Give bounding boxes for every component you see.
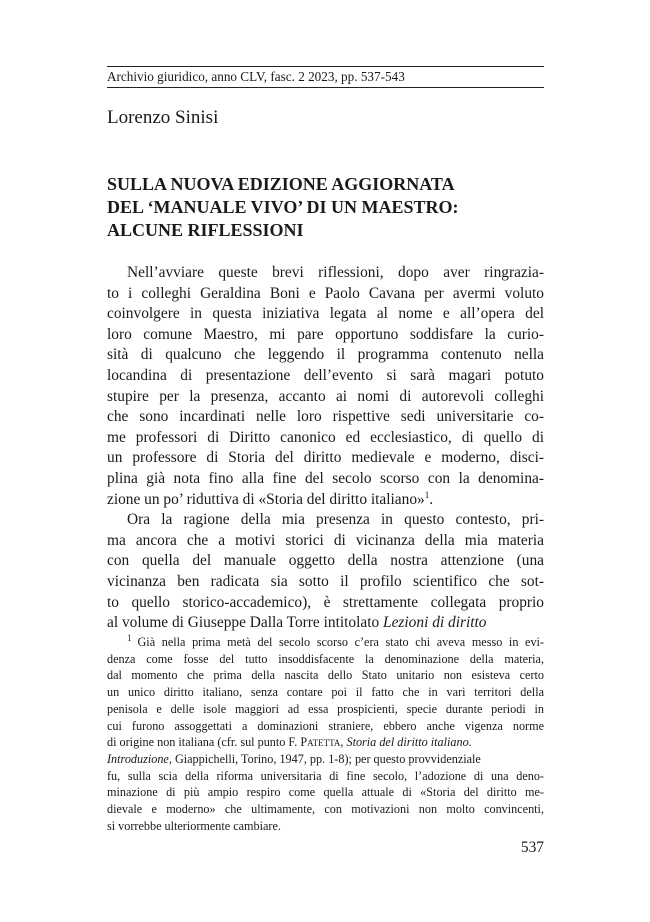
cited-title: Introduzione <box>107 751 169 766</box>
footnote-text-segment: di origine non italiana (cfr. sul punto F. <box>107 735 301 750</box>
running-head: Archivio giuridico, anno CLV, fasc. 2 2023, pp. 537-543 <box>107 69 405 84</box>
body-text-segment: . <box>429 490 434 508</box>
footnote-number: 1 <box>127 632 132 643</box>
footnote-text-segment: Già nella prima metà del secolo scorso c’era stato chi aveva messo in evi- <box>137 635 544 649</box>
footnote-line <box>107 634 544 651</box>
body-line: to quello storico-accademico), è strettamente collegata proprio <box>107 593 544 611</box>
body-line: loro comune Maestro, mi pare opportuno soddisfare la curio- <box>107 325 544 343</box>
body-line: ma ancora che a motivi storici di vicinanza della mia materia <box>107 531 544 549</box>
body-line: locandina di presentazione dell’evento si sarà magari potuto <box>107 366 544 384</box>
body-text <box>107 263 544 634</box>
body-line: me professori di Diritto canonico ed ecclesiastico, di quello di <box>107 428 544 446</box>
body-line: vicinanza ben radicata sia sotto il profilo scientifico che sot- <box>107 572 544 590</box>
cited-author: Patetta <box>300 735 341 750</box>
footnote-text-segment: , <box>340 735 347 750</box>
article-title <box>107 173 544 242</box>
body-line <box>107 490 544 511</box>
footnote-line <box>107 734 544 751</box>
header-rule-bottom <box>107 87 544 88</box>
body-line: che sono incardinati nelle loro rispettive sedi universitarie co- <box>107 408 544 426</box>
body-line: un professore di Storia del diritto medievale e moderno, disci- <box>107 449 544 467</box>
footnote-line: si vorrebbe ulteriormente cambiare. <box>107 818 281 833</box>
footnote-line: denza come fosse del tutto insoddisfacente la denominazione della materia, <box>107 651 544 666</box>
body-text-segment: zione un po’ riduttiva di «Storia del diritto italiano» <box>107 490 425 508</box>
footnote-text-segment: , Giappichelli, Torino, 1947, pp. 1-8); per questo provvidenziale <box>168 751 481 766</box>
footnote-line <box>107 751 544 768</box>
footnote-line: minazione di più ampio respiro come quella attuale di «Storia del diritto me- <box>107 785 544 800</box>
body-line: to i colleghi Geraldina Boni e Paolo Cavana per avermi voluto <box>107 284 544 302</box>
footnote-line: cui furono assoggettati a dominazioni straniere, ebbero anche vigenza norme <box>107 718 544 733</box>
footnote-line: fu, sulla scia della riforma universitaria di fine secolo, l’adozione di una deno- <box>107 768 544 783</box>
body-line <box>107 613 544 634</box>
footnote-line: dievale e moderno» che ultimamente, con motivazioni non molto convincenti, <box>107 802 544 817</box>
title-line: SULLA NUOVA EDIZIONE AGGIORNATA <box>107 174 455 194</box>
body-line: con quella del manuale oggetto della nostra attenzione (una <box>107 552 544 570</box>
footnote-line: dal momento che prima della nascita dello Stato unitario non esisteva certo <box>107 668 544 683</box>
body-line: Ora la ragione della mia presenza in questo contesto, pri- <box>127 511 544 529</box>
footnote-line: penisola e delle isole maggiori ad essa prospicienti, specie durante periodi in <box>107 701 544 716</box>
title-line: ALCUNE RIFLESSIONI <box>107 220 304 240</box>
page <box>107 0 544 922</box>
body-line: coinvolgere in questa iniziativa legata al nome e all’opera del <box>107 305 544 323</box>
book-title: Lezioni di diritto <box>383 614 487 632</box>
page-number: 537 <box>520 839 544 856</box>
cited-title: Storia del diritto italiano. <box>346 735 472 750</box>
title-line: DEL ‘MANUALE VIVO’ DI UN MAESTRO: <box>107 197 459 217</box>
header-rule-top <box>107 66 544 67</box>
body-line: stupire per la presenza, accanto ai nomi di autorevoli colleghi <box>107 387 544 405</box>
body-line: sità di qualcuno che leggendo il programma contenuto nella <box>107 346 544 364</box>
body-text-segment: al volume di Giuseppe Dalla Torre intitolato <box>107 614 384 632</box>
body-line: Nell’avviare queste brevi riflessioni, dopo aver ringrazia- <box>127 264 544 281</box>
footnote-ref[interactable]: 1 <box>424 489 430 500</box>
footnote-line: un unico diritto italiano, senza contare poi il fatto che in vari territori della <box>107 685 544 700</box>
author-name: Lorenzo Sinisi <box>107 107 219 128</box>
body-line: plina già nota fino alla fine del secolo scorso con la denomina- <box>107 469 544 487</box>
footnotes <box>107 634 544 834</box>
